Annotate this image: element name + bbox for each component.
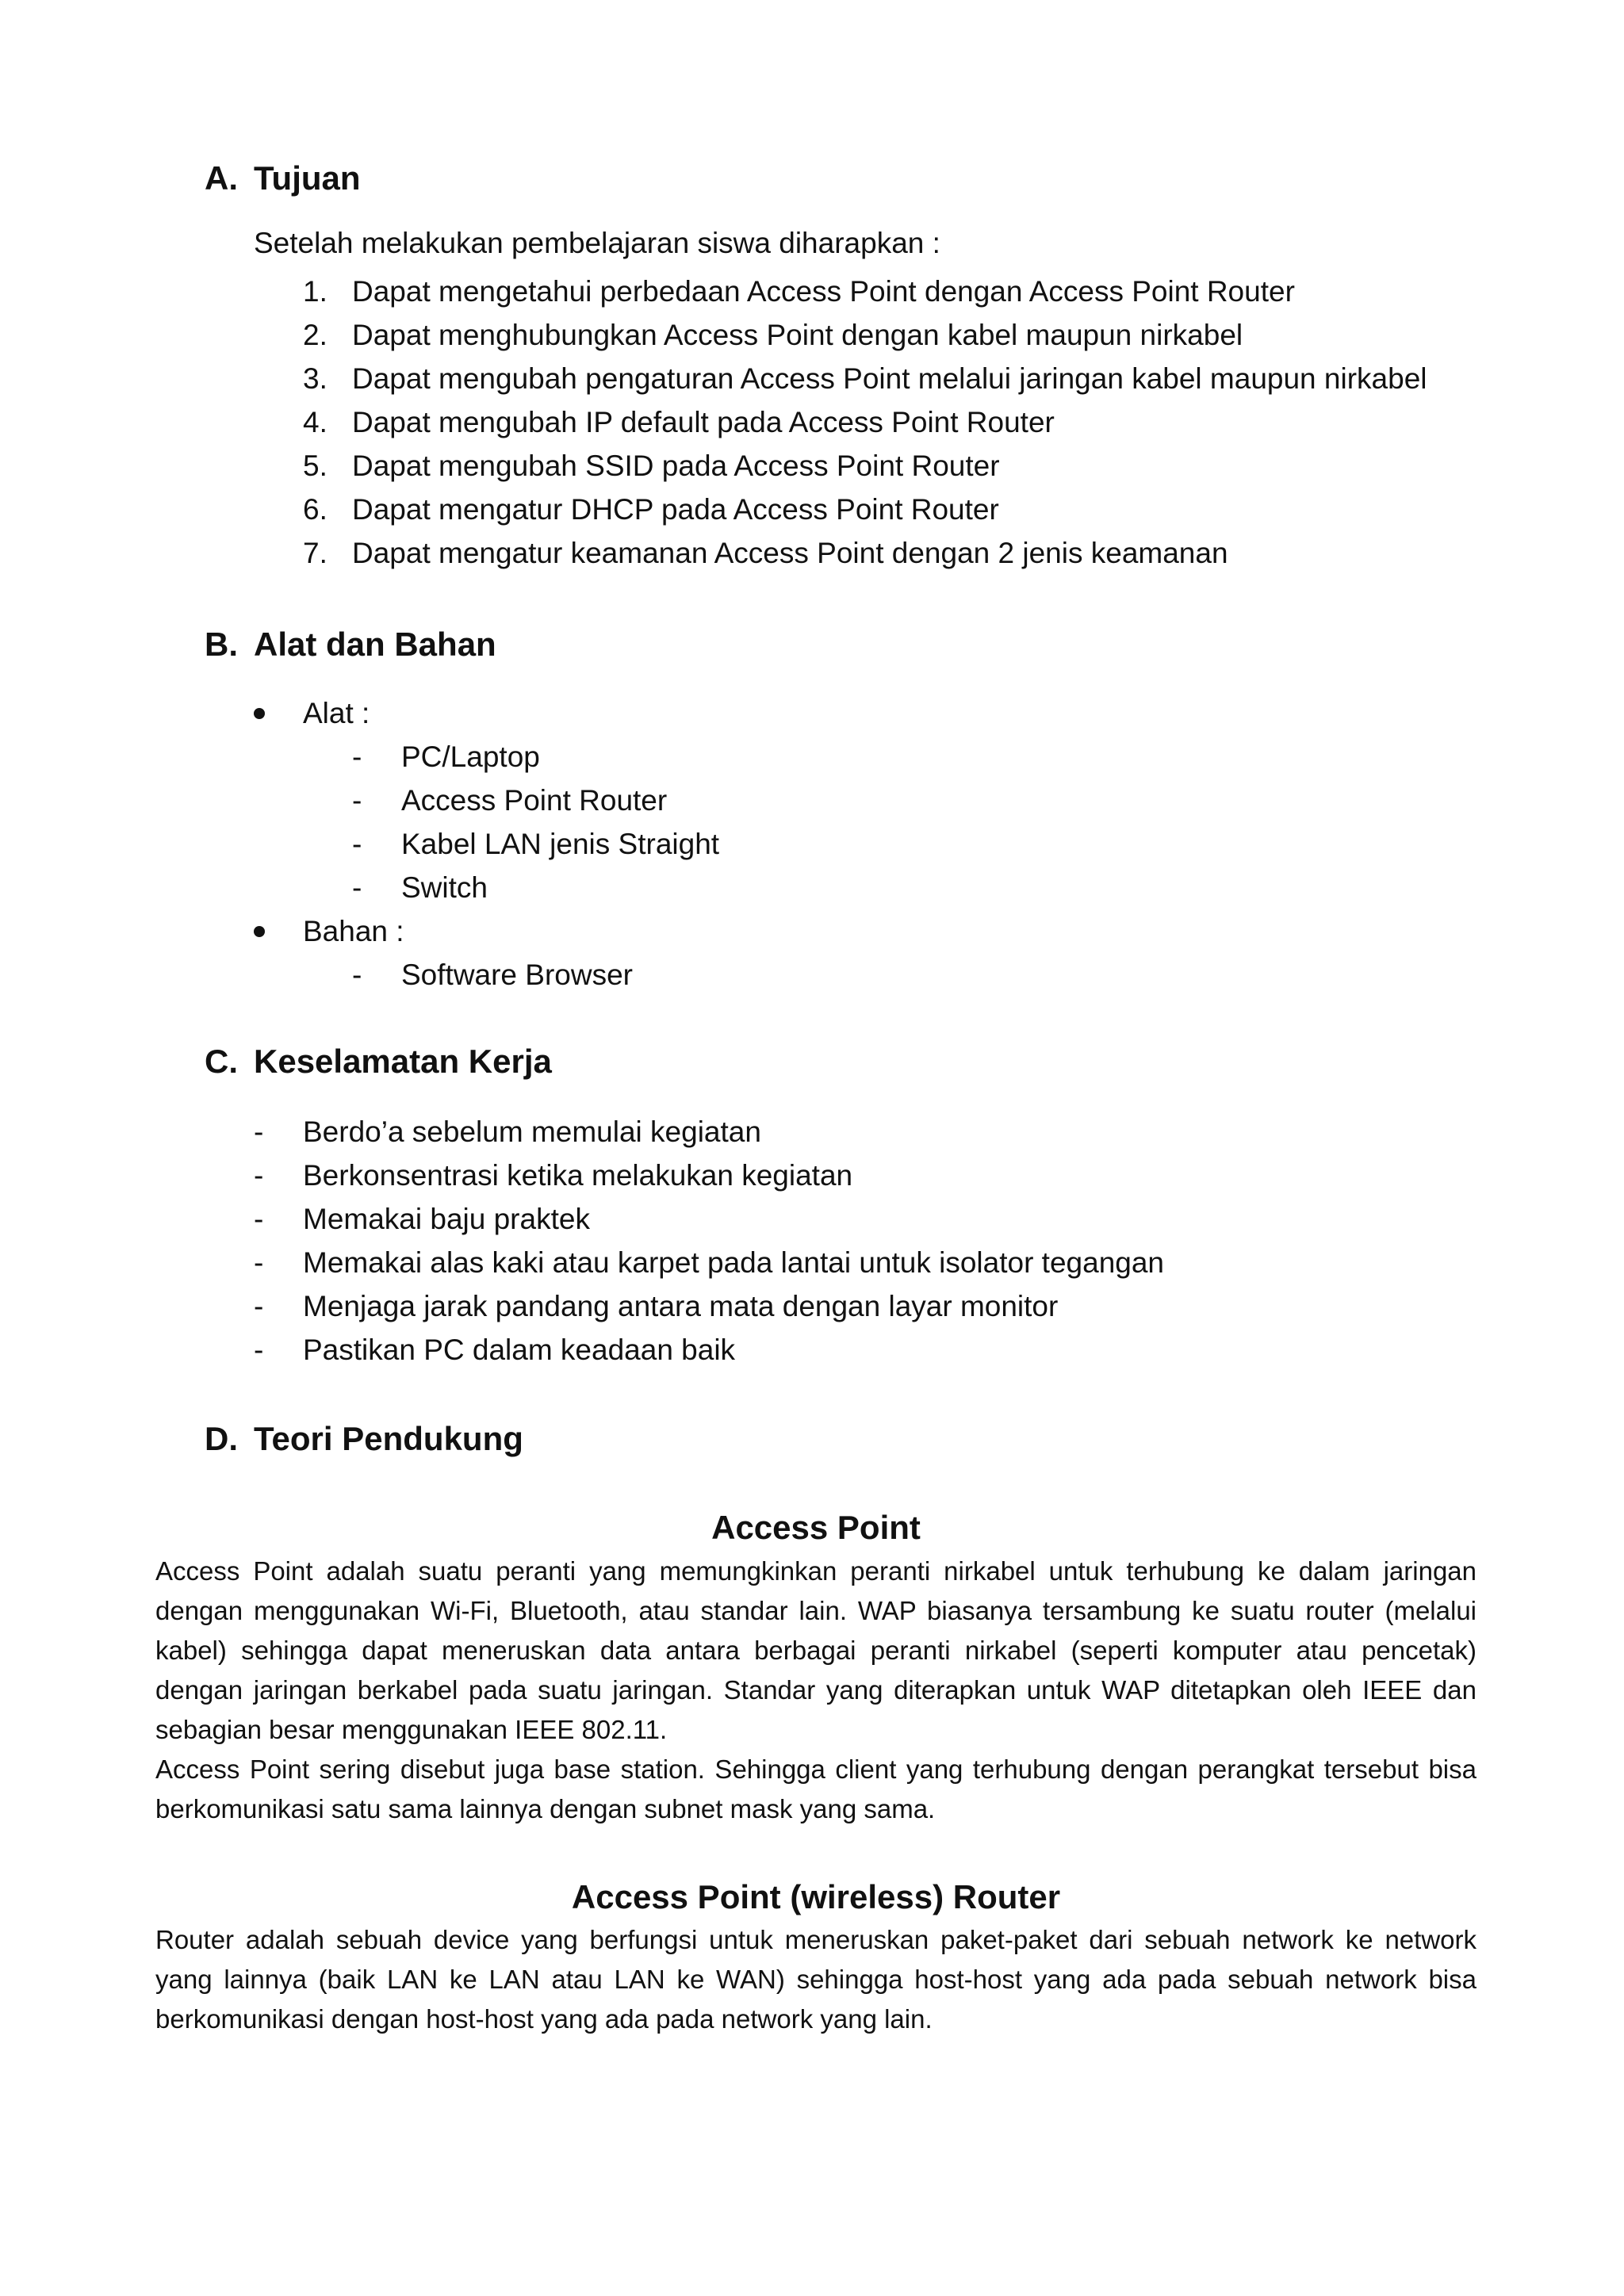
objective-number: 6. xyxy=(303,493,327,526)
bahan-item xyxy=(352,953,719,997)
objective-item xyxy=(254,357,1427,400)
section-b-letter: B. xyxy=(205,626,238,663)
safety-item xyxy=(254,1110,1164,1154)
alat-item-text: Kabel LAN jenis Straight xyxy=(401,828,720,860)
safety-item-text: Menjaga jarak pandang antara mata dengan layar monitor xyxy=(303,1290,1059,1322)
safety-list xyxy=(254,1110,1164,1372)
section-b-heading xyxy=(205,625,496,664)
section-a-letter: A. xyxy=(205,159,238,197)
objective-number: 4. xyxy=(303,406,327,438)
section-b-title: Alat dan Bahan xyxy=(254,626,496,663)
alat-row xyxy=(254,691,719,735)
dash-marker: - xyxy=(254,1334,264,1366)
objectives-list xyxy=(254,270,1427,575)
objective-item xyxy=(254,313,1427,357)
section-c-title: Keselamatan Kerja xyxy=(254,1043,552,1080)
bahan-item-text: Software Browser xyxy=(401,959,633,991)
objective-item xyxy=(254,270,1427,313)
safety-item-text: Berkonsentrasi ketika melakukan kegiatan xyxy=(303,1159,853,1192)
router-paragraph: Router adalah sebuah device yang berfungsi untuk meneruskan paket-paket dari sebuah network ke network yang lainnya (baik LAN ke LAN atau LAN ke WAN) sehingga host-host yang ada pada sebuah network bisa berkomunikasi dengan host-host yang ada pada network yang lain. xyxy=(155,1925,1477,2034)
bullet-icon xyxy=(254,926,265,937)
safety-item-text: Memakai alas kaki atau karpet pada lantai untuk isolator tegangan xyxy=(303,1246,1165,1279)
dash-marker: - xyxy=(352,740,362,773)
access-point-paragraph-1: Access Point adalah suatu peranti yang memungkinkan peranti nirkabel untuk terhubung ke dalam jaringan dengan menggunakan Wi-Fi, Bluetooth, atau standar lain. WAP biasanya tersambung ke suatu router (melalui kabel) sehingga dapat meneruskan data antara berbagai peranti nirkabel (seperti komputer atau pencetak) dengan jaringan berkabel pada suatu jaringan. Standar yang diterapkan untuk WAP ditetapkan oleh IEEE dan sebagian besar menggunakan IEEE 802.11. xyxy=(155,1556,1477,1744)
objective-text: Dapat mengubah pengaturan Access Point melalui jaringan kabel maupun nirkabel xyxy=(352,362,1427,395)
objective-text: Dapat mengetahui perbedaan Access Point dengan Access Point Router xyxy=(352,275,1295,308)
section-c-heading xyxy=(205,1042,552,1081)
safety-item xyxy=(254,1197,1164,1241)
section-d-heading xyxy=(205,1419,523,1459)
bahan-list xyxy=(352,953,719,997)
alat-list xyxy=(352,735,719,909)
dash-marker: - xyxy=(254,1115,264,1148)
bahan-label: Bahan : xyxy=(303,915,404,947)
dash-marker: - xyxy=(254,1246,264,1279)
alat-item-text: Access Point Router xyxy=(401,784,668,817)
alat-item xyxy=(352,866,719,909)
safety-item xyxy=(254,1284,1164,1328)
bahan-row xyxy=(254,909,719,953)
alat-label: Alat : xyxy=(303,697,370,729)
alat-item-text: PC/Laptop xyxy=(401,740,540,773)
dash-marker: - xyxy=(254,1203,264,1235)
dash-marker: - xyxy=(352,959,362,991)
dash-marker: - xyxy=(254,1159,264,1192)
bullet-icon xyxy=(254,708,265,719)
section-d-title: Teori Pendukung xyxy=(254,1420,523,1457)
section-a-heading xyxy=(205,159,361,198)
section-a-title: Tujuan xyxy=(254,159,361,197)
alat-item xyxy=(352,779,719,822)
safety-item xyxy=(254,1154,1164,1197)
objective-text: Dapat mengatur DHCP pada Access Point Router xyxy=(352,493,999,526)
objective-text: Dapat mengatur keamanan Access Point dengan 2 jenis keamanan xyxy=(352,537,1228,569)
section-d-letter: D. xyxy=(205,1420,238,1457)
alat-item xyxy=(352,822,719,866)
section-a-intro: Setelah melakukan pembelajaran siswa diharapkan : xyxy=(254,227,940,259)
objective-number: 7. xyxy=(303,537,327,569)
tools-group xyxy=(254,691,719,997)
objective-text: Dapat mengubah SSID pada Access Point Router xyxy=(352,450,1000,482)
objective-text: Dapat mengubah IP default pada Access Point Router xyxy=(352,406,1055,438)
safety-item xyxy=(254,1328,1164,1372)
router-title: Access Point (wireless) Router xyxy=(571,1878,1061,1915)
dash-marker: - xyxy=(254,1290,264,1322)
dash-marker: - xyxy=(352,871,362,904)
safety-item xyxy=(254,1241,1164,1284)
access-point-paragraph-2: Access Point sering disebut juga base station. Sehingga client yang terhubung dengan perangkat tersebut bisa berkomunikasi satu sama lainnya dengan subnet mask yang sama. xyxy=(155,1755,1477,1823)
objective-item xyxy=(254,531,1427,575)
alat-item xyxy=(352,735,719,779)
objective-item xyxy=(254,488,1427,531)
safety-item-text: Pastikan PC dalam keadaan baik xyxy=(303,1334,736,1366)
dash-marker: - xyxy=(352,784,362,817)
section-c-letter: C. xyxy=(205,1043,238,1080)
access-point-title: Access Point xyxy=(711,1509,921,1546)
objective-item xyxy=(254,444,1427,488)
objective-number: 1. xyxy=(303,275,327,308)
objective-item xyxy=(254,400,1427,444)
objective-text: Dapat menghubungkan Access Point dengan kabel maupun nirkabel xyxy=(352,319,1243,351)
safety-item-text: Memakai baju praktek xyxy=(303,1203,590,1235)
objective-number: 3. xyxy=(303,362,327,395)
alat-item-text: Switch xyxy=(401,871,488,904)
dash-marker: - xyxy=(352,828,362,860)
objective-number: 5. xyxy=(303,450,327,482)
objective-number: 2. xyxy=(303,319,327,351)
safety-item-text: Berdo’a sebelum memulai kegiatan xyxy=(303,1115,761,1148)
